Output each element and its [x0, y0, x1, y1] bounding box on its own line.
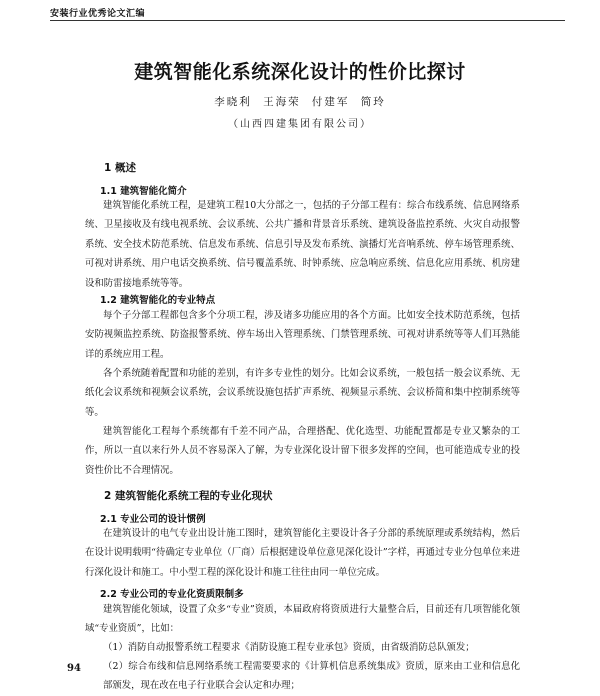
section-2-2-paragraph-1: 建筑智能化领域，设置了众多“专业”资质，本届政府将资质进行大量整合后，目前还有几项智能化领域“专业资质”，比如：	[85, 604, 520, 635]
section-1-2-paragraph-1: 每个子分部工程都包含多个分项工程，涉及诸多功能应用的各个方面。比如安全技术防范系统，包括安防视频监控系统、防盗报警系统、停车场出入管理系统、门禁管理系统、可视对讲系统等等人们耳熟能详的系统应用工程。	[85, 310, 520, 360]
section-2-2-heading: 2.2 专业公司的专业化资质限制多	[100, 589, 244, 600]
section-1-2-paragraph-2: 各个系统随着配置和功能的差别，有许多专业性的划分。比如会议系统，一般包括一般会议系统、无纸化会议系统和视频会议系统，会议系统设施包括扩声系统、视频显示系统、会议桥简和集中控制系统等等。	[85, 368, 520, 418]
section-2-1-paragraph-1: 在建筑设计的电气专业出设计施工图时，建筑智能化主要设计各子分部的系统原理或系统结构，然后在设计说明载明“待确定专业单位（厂商）后根据建设单位意见深化设计”字样，再通过专业分包单位来进行深化设计和施工。中小型工程的深化设计和施工往往由同一单位完成。	[85, 528, 520, 578]
section-2-2-paragraph-2: （1）消防自动报警系统工程要求《消防设施工程专业承包》资质，由省级消防总队颁发；	[103, 642, 475, 653]
section-2-2-paragraph-3: （2）综合布线和信息网络系统工程需要要求的《计算机信息系统集成》资质，原来由工业和信息化部颁发，现在改在电子行业联合会认定和办理；	[103, 661, 520, 692]
running-header: 安装行业优秀论文汇编	[50, 9, 146, 19]
header-rule	[50, 20, 565, 21]
paper-title: 建筑智能化系统深化设计的性价比探讨	[134, 61, 466, 83]
section-1-2-paragraph-3: 建筑智能化工程每个系统都有千差不同产品，合理搭配、优化选型、功能配置都是专业又繁杂的工作，所以一直以来行外人员不容易深入了解，为专业深化设计留下很多发挥的空间，也可能造成专业的投资性价比不合理情况。	[85, 426, 520, 476]
authors: 李晓利 王海荣 付建军 简玲	[214, 96, 386, 108]
section-1-1-paragraph-1: 建筑智能化系统工程，是建筑工程10大分部之一，包括的子分部工程有：综合布线系统、信息网络系统、卫星接收及有线电视系统、会议系统、公共广播和背景音乐系统、建筑设备监控系统、火灾自动报警系统、安全技术防范系统、信息发布系统、信息引导及发布系统、演播灯光音响系统、停车场管理系统、可视对讲系统、用户电话交换系统、信号覆盖系统、时钟系统、应急响应系统、信息化应用系统、机房建设和防雷接地系统等等。	[85, 200, 520, 289]
section-1-2-heading: 1.2 建筑智能化的专业特点	[100, 295, 216, 306]
section-2-heading: 2 建筑智能化系统工程的专业化现状	[104, 490, 273, 502]
section-2-1-heading: 2.1 专业公司的设计惯例	[100, 514, 206, 525]
affiliation: （山西四建集团有限公司）	[228, 119, 372, 130]
page-number: 94	[67, 663, 81, 674]
section-1-1-heading: 1.1 建筑智能化简介	[100, 186, 187, 197]
section-1-heading: 1 概述	[104, 162, 136, 174]
